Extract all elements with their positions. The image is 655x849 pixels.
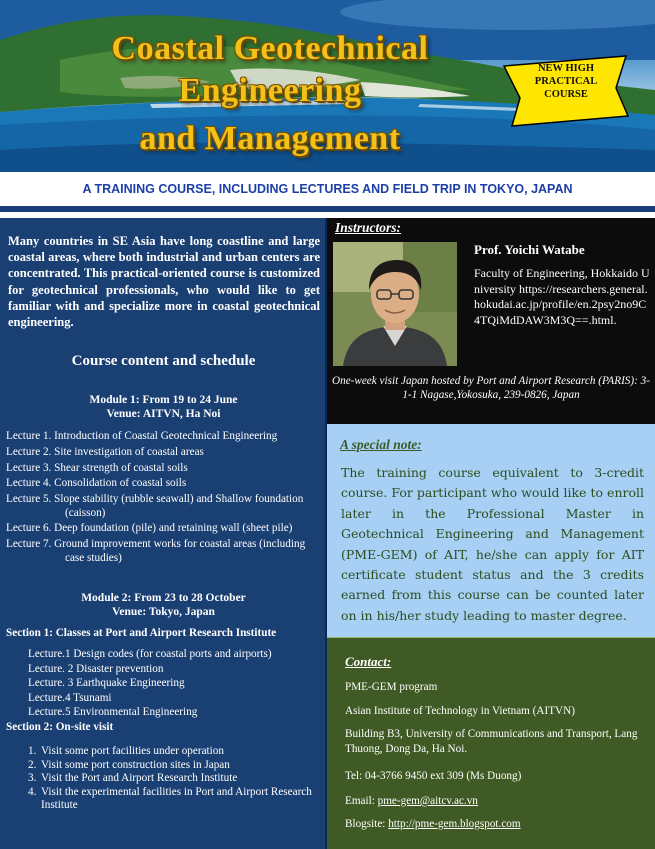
visit-item <box>28 745 318 759</box>
lecture-item: Lecture.5 Environmental Engineering <box>28 706 198 719</box>
blog-label: Blogsite: <box>345 818 389 830</box>
visit-text: Visit some port facilities under operation <box>41 745 224 757</box>
title-line-1: Coastal Geotechnical <box>111 30 429 67</box>
visit-text: Visit the Port and Airport Research Institute <box>41 772 238 785</box>
title-line-3: and Management <box>139 120 401 157</box>
visit-note: One-week visit Japan hosted by Port and Airport Research (PARIS): 3-1-1 Nagase,Yokosuka, 239-0826, Japan <box>332 375 650 401</box>
module-2-title: Module 2: From 23 to 28 October <box>81 592 246 604</box>
badge-line-2: PRACTICAL <box>534 76 598 87</box>
lecture-item: Lecture. 2 Disaster prevention <box>28 662 164 675</box>
header-banner <box>0 0 655 172</box>
lecture-item: Lecture 7. Ground improvement works for coastal areas (including case studies) <box>6 538 306 564</box>
lecture-item: Lecture 6. Deep foundation (pile) and retaining wall (sheet pile) <box>6 522 293 535</box>
visit-number: 3. <box>28 772 37 785</box>
section-2-visits <box>28 745 318 813</box>
lecture-item: Lecture 4. Consolidation of coastal soils <box>6 477 187 490</box>
visit-item <box>28 786 318 813</box>
visit-item <box>28 759 318 773</box>
contact-blog-row <box>345 817 645 832</box>
lecture-item: Lecture. 3 Earthquake Engineering <box>28 677 185 690</box>
intro-paragraph: Many countries in SE Asia have long coastline and large coastal areas, where both industrial and urban centers are concentrated. This practical-oriented course is customized for geotechnical professionals, who would like to get familiar with and specialize more in coastal geotechnical engineering. <box>8 234 320 330</box>
instructor-name: Prof. Yoichi Watabe <box>474 242 585 257</box>
visit-item <box>28 772 318 786</box>
instructors-panel <box>327 218 655 424</box>
visit-number: 2. <box>28 758 37 771</box>
instructors-label: Instructors: <box>335 220 402 235</box>
special-note-label: A special note: <box>340 437 422 452</box>
course-subtitle: A TRAINING COURSE, INCLUDING LECTURES AND FIELD TRIP IN TOKYO, JAPAN <box>0 172 655 212</box>
special-note-body: The training course equivalent to 3-credit course. For participant who would like to enroll later in the Professional Master in Geotechnical Engineering and Management (PME-GEM) of AIT, he/she can apply for AIT certificate student status and the 3 credits earned from this course can be counted later on in his/her study leading to master degree. <box>341 465 644 623</box>
module-1-lectures <box>6 430 322 567</box>
course-panel <box>0 218 327 849</box>
lecture-item: Lecture 5. Slope stability (rubble seawall) and Shallow foundation (caisson) <box>6 493 304 519</box>
title-line-2: Engineering <box>178 72 362 109</box>
contact-phone: Tel: 04-3766 9450 ext 309 (Ms Duong) <box>345 770 522 782</box>
email-label: Email: <box>345 795 378 807</box>
module-1-venue: Venue: AITVN, Ha Noi <box>106 408 221 420</box>
module-2-venue: Venue: Tokyo, Japan <box>112 606 215 618</box>
lecture-item: Lecture.1 Design codes (for coastal ports and airports) <box>28 648 272 660</box>
visit-number: 1. <box>28 745 37 757</box>
badge-text <box>518 62 614 101</box>
contact-address: Building B3, University of Communications and Transport, Lang Thuong, Dong Da, Ha Noi. <box>345 728 638 755</box>
photo-portrait <box>333 242 457 366</box>
instructor-affiliation: Faculty of Engineering, Hokkaido University https://researchers.general.hokudai.ac.jp/profile/en.2psy2no9C4TQiMdDAW3M3Q==.html. <box>474 266 650 327</box>
contact-program: PME-GEM program <box>345 681 438 693</box>
special-note-panel <box>327 424 655 637</box>
section-2-title: Section 2: On-site visit <box>6 721 114 733</box>
contact-email-row <box>345 794 645 809</box>
visit-number: 4. <box>28 785 37 798</box>
visit-text: Visit the experimental facilities in Port and Airport Research Institute <box>41 785 312 812</box>
visit-text: Visit some port construction sites in Japan <box>41 758 230 771</box>
contact-institute: Asian Institute of Technology in Vietnam (AITVN) <box>345 705 575 717</box>
section-1-lectures <box>28 647 272 720</box>
section-1-title: Section 1: Classes at Port and Airport Research Institute <box>6 627 277 639</box>
badge-line-3: COURSE <box>544 89 588 100</box>
module-1-title: Module 1: From 19 to 24 June <box>89 394 238 406</box>
lecture-item: Lecture.4 Tsunami <box>28 691 112 704</box>
contact-label: Contact: <box>345 654 392 669</box>
lecture-item: Lecture 2. Site investigation of coastal areas <box>6 445 204 458</box>
badge-line-1: NEW HIGH <box>537 63 595 74</box>
course-heading: Course content and schedule <box>71 353 256 369</box>
lecture-item: Lecture 3. Shear strength of coastal soils <box>6 461 188 474</box>
email-link[interactable]: pme-gem@aitcv.ac.vn <box>377 795 478 807</box>
blog-link[interactable]: http://pme-gem.blogspot.com <box>388 818 521 830</box>
lecture-item: Lecture 1. Introduction of Coastal Geotechnical Engineering <box>6 430 278 442</box>
contact-panel <box>327 637 655 849</box>
